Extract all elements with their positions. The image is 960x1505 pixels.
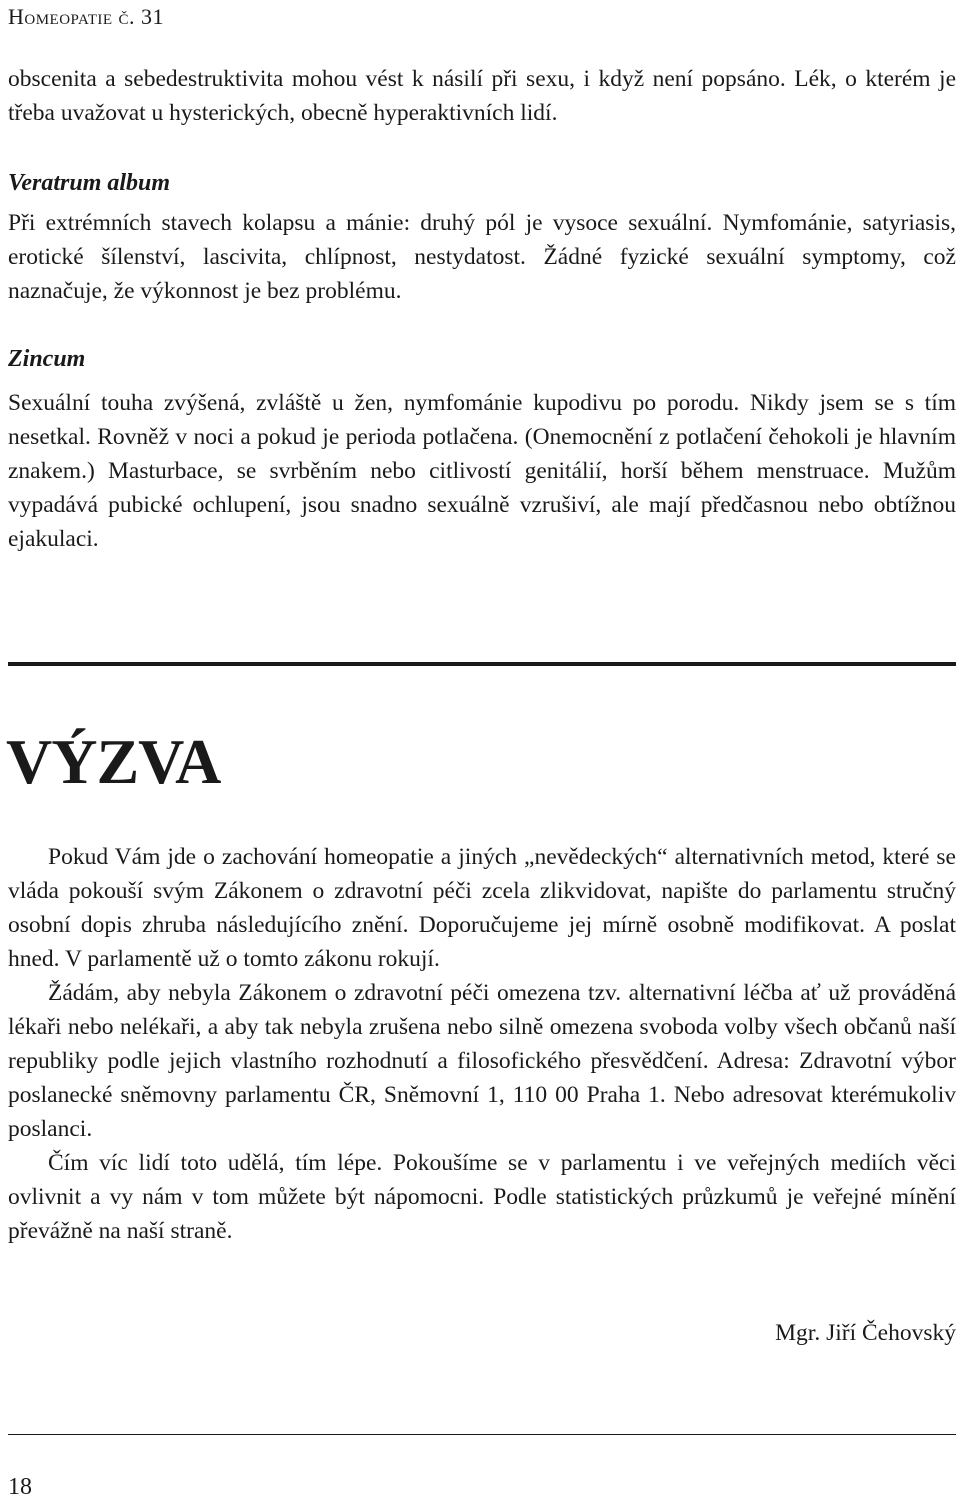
appeal-body <box>8 840 956 1248</box>
zincum-section <box>8 342 956 556</box>
page-number: 18 <box>8 1474 32 1500</box>
zincum-paragraph: Sexuální touha zvýšená, zvláště u žen, nymfománie kupodivu po porodu. Nikdy jsem se s tím nesetkal. Rovněž v noci a pokud je perioda potlačena. (Onemocnění z potlačení čehokoli je hlavním znakem.) Masturbace, se svrběním nebo citlivostí genitálií, horší během menstruace. Mužům vypadává pubické ochlupení, jsou snadno sexuálně vzrušiví, ale mají předčasnou nebo obtížnou ejakulaci. <box>8 390 956 552</box>
veratrum-heading: Veratrum album <box>8 170 171 196</box>
appeal-paragraph: Čím víc lidí toto udělá, tím lépe. Pokoušíme se v parlamentu i ve veřejných mediích věci ovlivnit a vy nám v tom můžete být nápomocni. Podle statistických průzkumů je veřejné mínění převážně na naší straně. <box>8 1150 956 1244</box>
running-header: Homeopatie č. 31 <box>8 4 165 29</box>
signature: Mgr. Jiří Čehovský <box>775 1320 956 1346</box>
appeal-paragraph: Pokud Vám jde o zachování homeopatie a jiných „nevědeckých“ alternativních metod, které se vláda pokouší svým Zákonem o zdravotní péči zcela zlikvidovat, napište do parlamentu stručný osobní dopis zhruba následujícího znění. Doporučujeme jej mírně osobně modifikovat. A poslat hned. V parlamentě už o tomto zákonu rokují. <box>8 844 956 972</box>
appeal-paragraph: Žádám, aby nebyla Zákonem o zdravotní péči omezena tzv. alternativní léčba ať už prováděná lékaři nebo nelékaři, a aby tak nebyla zrušena nebo silně omezena svoboda volby všech občanů naší republiky podle jejich vlastního rozhodnutí a filosofického přesvědčení. Adresa: Zdravotní výbor poslanecké sněmovny parlamentu ČR, Sněmovní 1, 110 00 Praha 1. Nebo adresovat kterémukoliv poslanci. <box>8 980 956 1142</box>
veratrum-paragraph: Při extrémních stavech kolapsu a mánie: druhý pól je vysoce sexuální. Nymfománie, satyriasis, erotické šílenství, lascivita, chlípnost, nestydatost. Žádné fyzické sexuální symptomy, což naznačuje, že výkonnost je bez problému. <box>8 210 956 304</box>
intro-paragraph: obscenita a sebedestruktivita mohou vést k násilí při sexu, i když není popsáno. Lék, o kterém je třeba uvažovat u hysterických, obecně hyperaktivních lidí. <box>8 66 956 126</box>
section-divider-rule <box>8 662 956 666</box>
zincum-heading: Zincum <box>8 346 86 372</box>
appeal-title: VÝZVA <box>6 726 221 797</box>
veratrum-section <box>8 166 956 308</box>
intro-section <box>8 62 956 130</box>
footer-rule <box>8 1434 956 1435</box>
